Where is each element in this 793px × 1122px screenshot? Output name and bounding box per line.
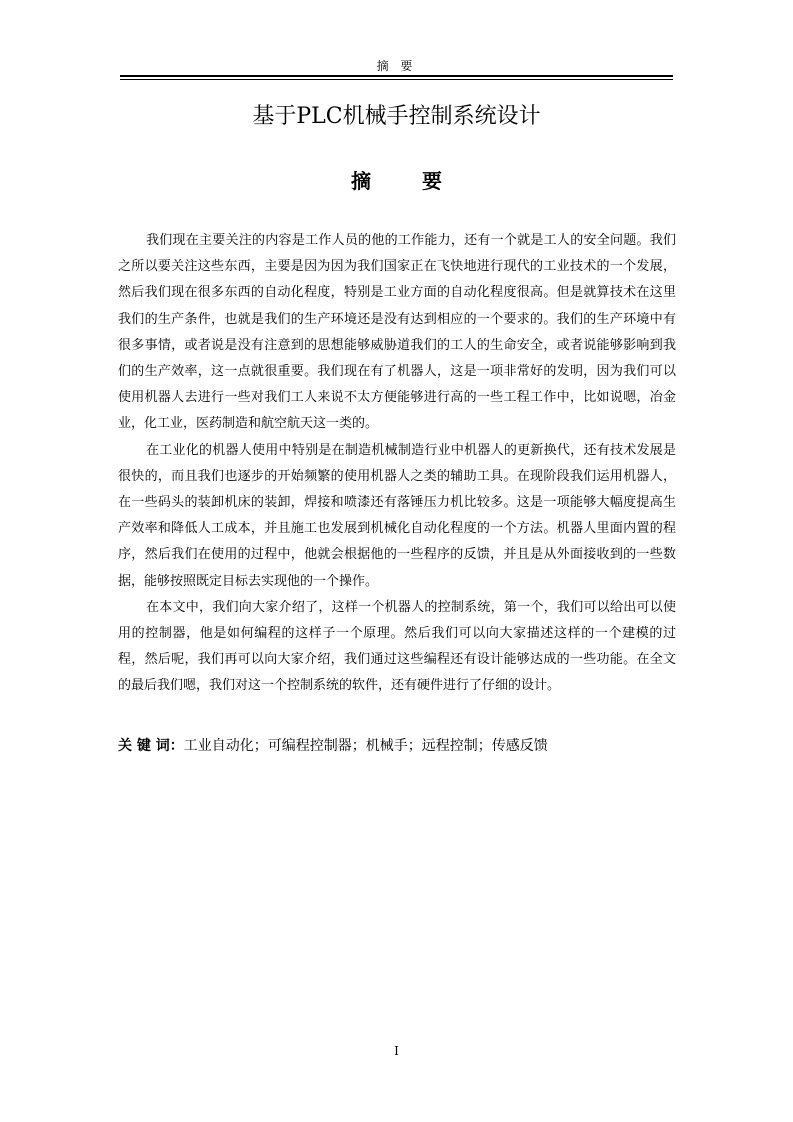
abstract-paragraph-3: 在本文中，我们向大家介绍了，这样一个机器人的控制系统，第一个，我们可以给出可以使用的控制器，他是如何编程的这样子一个原理。然后我们可以向大家描述这样的一个建模的过程，然后呢，我们再可以向大家介绍，我们通过这些编程还有设计能够达成的一些功能。在全文的最后我们嗯，我们对这一个控制系统的软件，还有硬件进行了仔细的设计。 — [118, 599, 676, 694]
header-rule-thick — [120, 75, 673, 77]
keywords-line — [118, 734, 676, 758]
keywords-label: 关 键 词： — [118, 738, 184, 754]
keywords-text: 工业自动化；可编程控制器；机械手；远程控制；传感反馈 — [183, 738, 548, 754]
document-title: 基于PLC机械手控制系统设计 — [252, 104, 541, 129]
abstract-heading: 摘 要 — [351, 169, 464, 193]
abstract-paragraph-2: 在工业化的机器人使用中特别是在制造机械制造行业中机器人的更新换代，还有技术发展是很快的，而且我们也逐步的开始频繁的使用机器人之类的辅助工具。在现阶段我们运用机器人，在一些码头的装卸机床的装卸，焊接和喷漆还有落锤压力机比较多。这是一项能够大幅度提高生产效率和降低人工成本，并且施工也发展到机械化自动化程度的一个方法。机器人里面内置的程序，然后我们在使用的过程中，他就会根据他的一些程序的反馈，并且是从外面接收到的一些数据，能够按照既定目标去实现他的一个操作。 — [118, 442, 676, 589]
abstract-paragraph-1: 我们现在主要关注的内容是工作人员的他的工作能力，还有一个就是工人的安全问题。我们之所以要关注这些东西，主要是因为因为我们国家正在飞快地进行现代的工业技术的一个发展，然后我们现在很多东西的自动化程度，特别是工业方面的自动化程度很高。但是就算技术在这里我们的生产条件，也就是我们的生产环境还是没有达到相应的一个要求的。我们的生产环境中有很多事情，或者说是没有注意到的思想能够威胁道我们的工人的生命安全，或者说能够影响到我们的生产效率，这一点就很重要。我们现在有了机器人，这是一项非常好的发明，因为我们可以使用机器人去进行一些对我们工人来说不太方便能够进行高的一些工程工作中，比如说嗯，冶金业，化工业，医药制造和航空航天这一类的。 — [118, 233, 676, 432]
header-rule-thin — [120, 79, 673, 80]
abstract-body — [118, 228, 676, 700]
page-number: I — [394, 1044, 399, 1058]
running-header-title: 摘 要 — [376, 59, 417, 73]
